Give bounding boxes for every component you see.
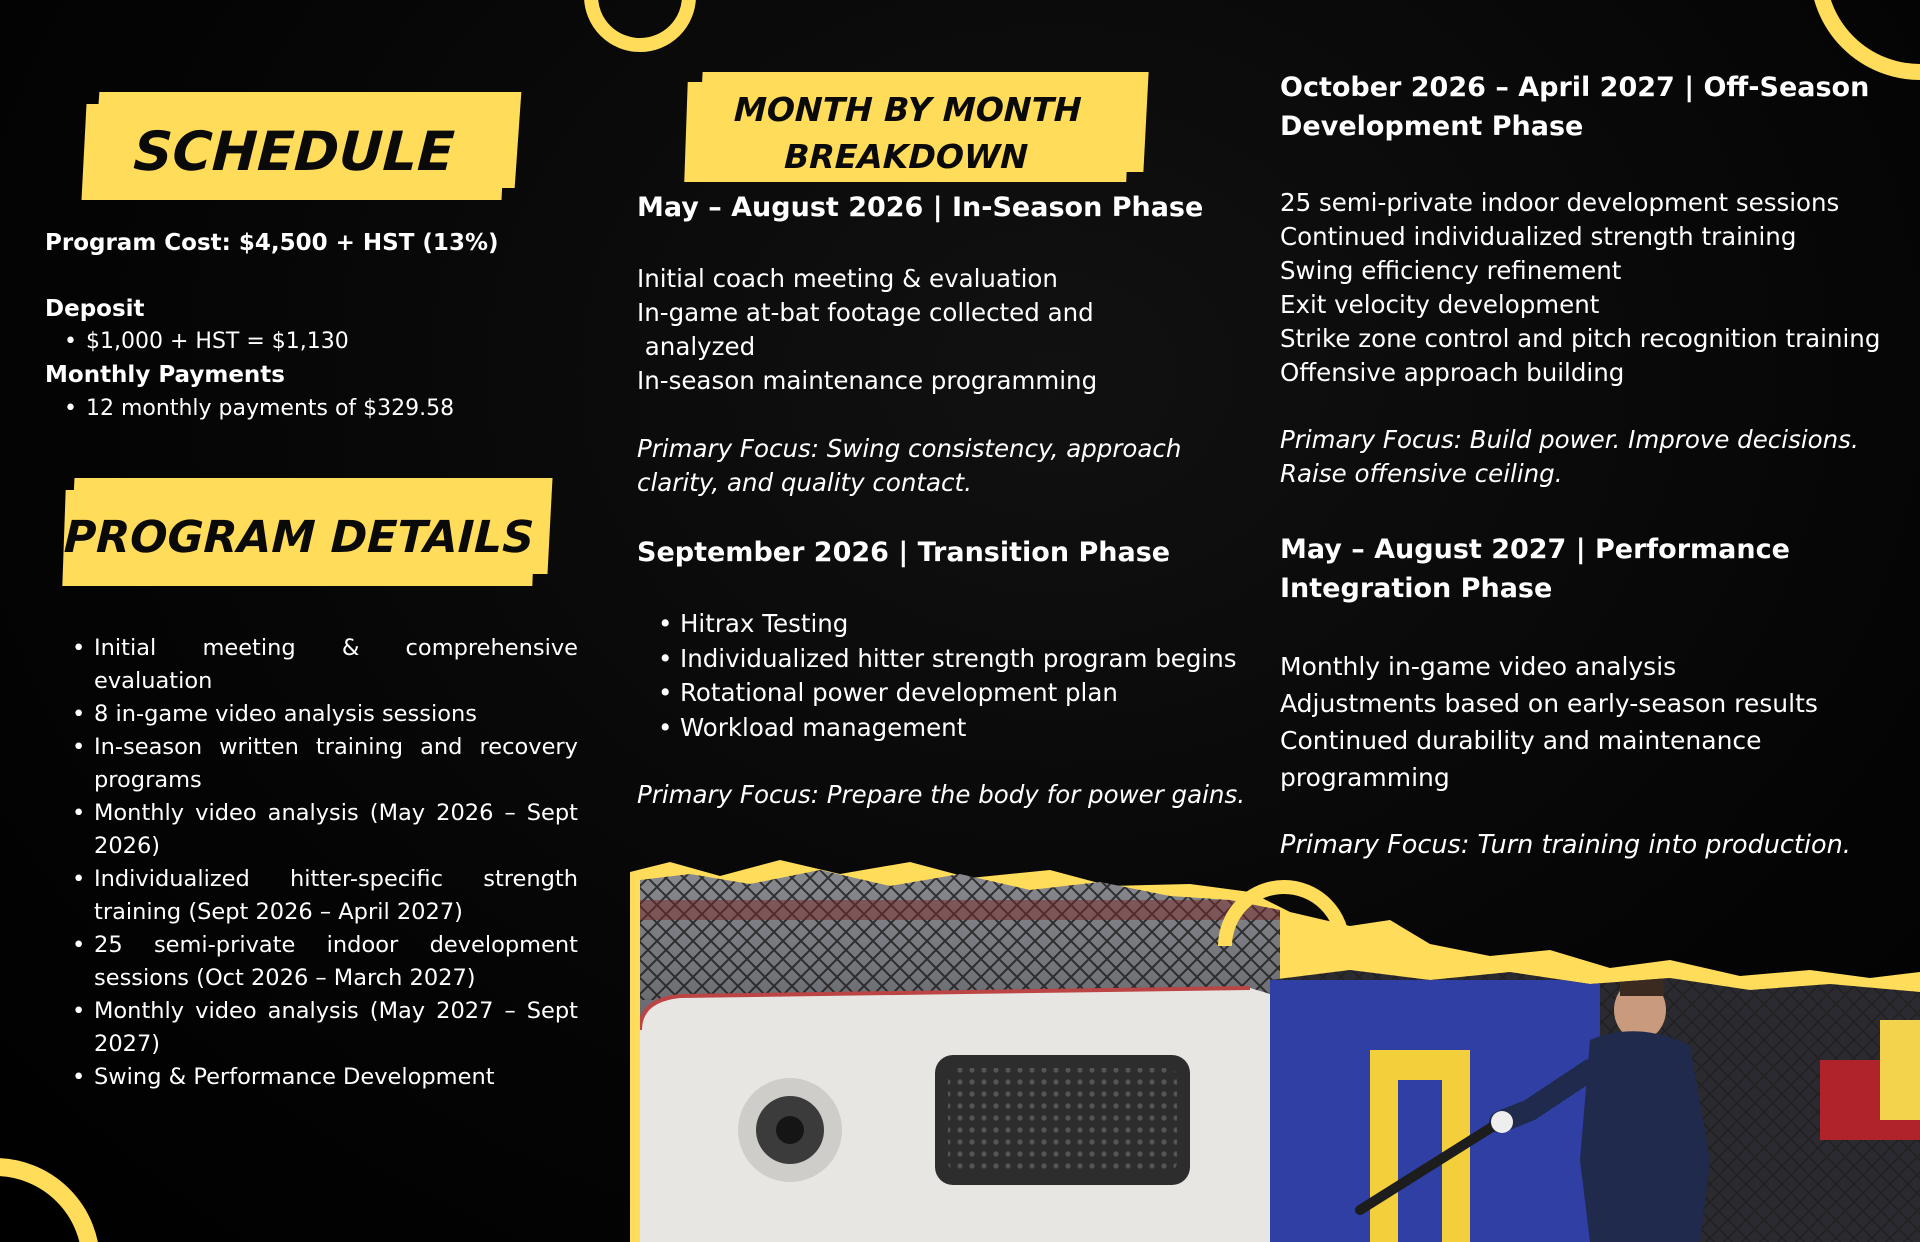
list-item: • Hitrax Testing [654,607,1237,642]
schedule-banner [81,104,506,200]
list-item: analyzed [637,332,756,361]
list-item: Continued durability and maintenance [1280,726,1762,755]
program-banner [62,490,535,586]
phase1-focus-line1: Primary Focus: Swing consistency, approach [637,434,1182,463]
breakdown-heading-line2: BREAKDOWN [783,137,1029,176]
phase3-title-line2: Development Phase [1280,111,1584,142]
list-item: • 25 semi-private indoor development sessions (Oct 2026 – March 2027) [68,929,578,995]
list-item: Offensive approach building [1280,358,1625,387]
list-item: Monthly in-game video analysis [1280,652,1677,681]
deposit-list [60,329,349,354]
decorative-ring-top [584,0,696,52]
list-item: Adjustments based on early-season results [1280,689,1818,718]
phase2-focus: Primary Focus: Prepare the body for power gains. [637,780,1246,809]
list-item: • Individualized hitter-specific strength training (Sept 2026 – April 2027) [68,863,578,929]
list-item: • 8 in-game video analysis sessions [68,698,578,731]
breakdown-banner [684,82,1129,182]
phase4-list [1280,648,1818,796]
phase3-title-line1: October 2026 – April 2027 | Off-Season [1280,72,1870,103]
phase1-title: May – August 2026 | In-Season Phase [637,192,1204,223]
phase4-title-line2: Integration Phase [1280,573,1553,604]
list-item: Swing efficiency refinement [1280,256,1622,285]
schedule-heading: SCHEDULE [132,120,456,183]
list-item: In-season maintenance programming [637,366,1098,395]
list-item: 25 semi-private indoor development sessions [1280,188,1840,217]
decorative-ring-top-right [1810,0,1920,80]
list-item: Exit velocity development [1280,290,1600,319]
program-heading: PROGRAM DETAILS [63,512,535,563]
list-item: • Monthly video analysis (May 2026 – Sept 2026) [68,797,578,863]
list-item: • 12 monthly payments of $329.58 [60,396,454,421]
list-item: Initial coach meeting & evaluation [637,264,1058,293]
list-item: • Individualized hitter strength program begins [654,642,1237,677]
phase1-list [637,262,1097,398]
breakdown-heading-line1: MONTH BY MONTH [733,90,1083,129]
list-item: In-game at-bat footage collected and [637,298,1094,327]
list-item: programming [1280,763,1450,792]
list-item: • Workload management [654,711,1237,746]
list-item: • In-season written training and recovery programs [68,731,578,797]
list-item: • Rotational power development plan [654,676,1237,711]
list-item: Continued individualized strength training [1280,222,1797,251]
phase3-focus-line2: Raise offensive ceiling. [1280,459,1563,488]
phase3-focus-line1: Primary Focus: Build power. Improve decisions. [1280,425,1859,454]
phase4-focus: Primary Focus: Turn training into production. [1280,830,1851,860]
deposit-label: Deposit [45,296,145,322]
program-details-list [68,632,578,1094]
list-item: • Monthly video analysis (May 2027 – Sept 2027) [68,995,578,1061]
monthly-payments-list [60,396,454,421]
list-item: • Initial meeting & comprehensive evaluation [68,632,578,698]
phase2-title: September 2026 | Transition Phase [637,537,1171,568]
program-cost: Program Cost: $4,500 + HST (13%) [45,230,499,256]
phase1-focus-line2: clarity, and quality contact. [637,468,972,497]
list-item: Strike zone control and pitch recognition training [1280,324,1881,353]
phase4-title-line1: May – August 2027 | Performance [1280,534,1790,565]
monthly-payments-label: Monthly Payments [45,362,285,388]
list-item: • Swing & Performance Development [68,1061,578,1094]
list-item: • $1,000 + HST = $1,130 [60,329,349,354]
phase2-list [654,607,1237,745]
decorative-ring-bottom-left [0,1158,100,1242]
phase3-list [1280,186,1880,390]
hitrax-machine-photo [630,860,1290,1242]
batter-photo [1270,960,1920,1242]
